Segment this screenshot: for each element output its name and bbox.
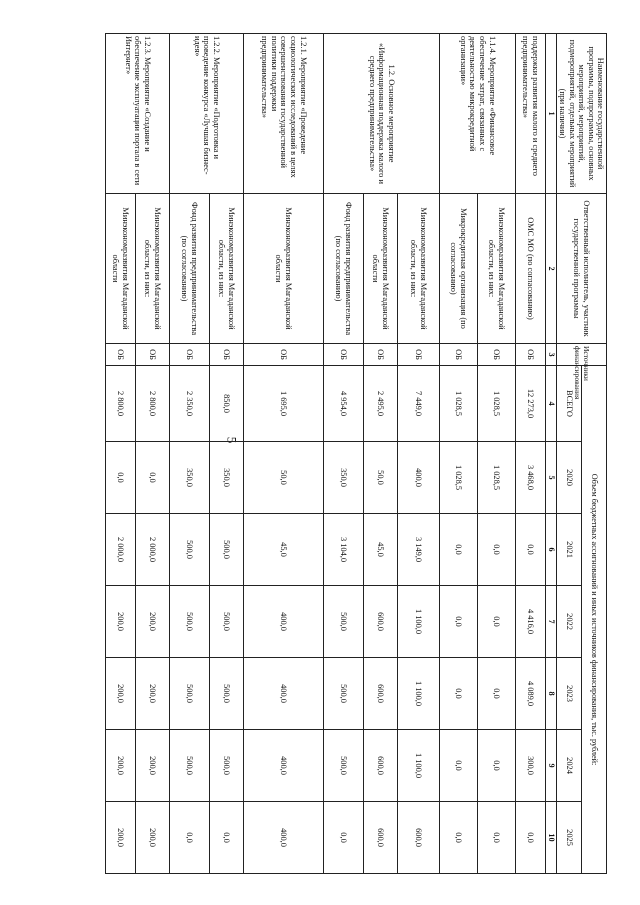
row-value: 45,0 bbox=[363, 514, 397, 586]
row-value: 600,0 bbox=[363, 730, 397, 802]
col-number: 2 bbox=[545, 194, 556, 344]
row-value: 500,0 bbox=[169, 514, 209, 586]
col-number: 6 bbox=[545, 514, 556, 586]
row-value: 500,0 bbox=[209, 658, 243, 730]
row-value: 50,0 bbox=[363, 442, 397, 514]
row-value: 200,0 bbox=[105, 658, 135, 730]
row-value: 400,0 bbox=[243, 586, 323, 658]
row-value: 1 028,5 bbox=[477, 366, 515, 442]
header-year-2022: 2022 bbox=[556, 586, 581, 658]
row-name: 1.2. Основное мероприятие «Информационная поддержка малого и среднего предпринимательства» bbox=[323, 34, 439, 194]
table-row bbox=[209, 34, 243, 874]
header-year-2025: 2025 bbox=[556, 802, 581, 874]
row-source: ОБ bbox=[105, 344, 135, 366]
row-value: 0,0 bbox=[477, 802, 515, 874]
row-value: 600,0 bbox=[363, 802, 397, 874]
row-value: 0,0 bbox=[105, 442, 135, 514]
header-year-2023: 2023 bbox=[556, 658, 581, 730]
row-source: ОБ bbox=[209, 344, 243, 366]
row-value: 12 273,0 bbox=[515, 366, 545, 442]
row-value: 0,0 bbox=[323, 802, 363, 874]
row-value: 350,0 bbox=[209, 442, 243, 514]
table-row bbox=[397, 34, 439, 874]
row-value: 2 000,0 bbox=[105, 514, 135, 586]
row-value: 0,0 bbox=[209, 802, 243, 874]
row-value: 850,0 bbox=[209, 366, 243, 442]
row-value: 400,0 bbox=[243, 802, 323, 874]
row-responsible: Минэкономразвития Магаданской области bbox=[363, 194, 397, 344]
row-value: 2 350,0 bbox=[169, 366, 209, 442]
row-value: 1 695,0 bbox=[243, 366, 323, 442]
header-year-2021: 2021 bbox=[556, 514, 581, 586]
row-value: 0,0 bbox=[515, 802, 545, 874]
col-number: 10 bbox=[545, 802, 556, 874]
row-value: 400,0 bbox=[243, 658, 323, 730]
row-value: 500,0 bbox=[169, 658, 209, 730]
row-value: 2 800,0 bbox=[105, 366, 135, 442]
row-value: 4 416,0 bbox=[515, 586, 545, 658]
row-value: 0,0 bbox=[477, 586, 515, 658]
row-source: ОБ bbox=[243, 344, 323, 366]
row-responsible: Минэкономразвития Магаданской области bbox=[243, 194, 323, 344]
header-year-2020: 2020 bbox=[556, 442, 581, 514]
header-responsible: Ответственный исполнитель, участник государственной программы bbox=[556, 194, 606, 344]
row-value: 4 954,0 bbox=[323, 366, 363, 442]
row-value: 200,0 bbox=[135, 802, 169, 874]
row-value: 0,0 bbox=[439, 586, 477, 658]
header-year-2024: 2024 bbox=[556, 730, 581, 802]
col-number: 7 bbox=[545, 586, 556, 658]
row-value: 0,0 bbox=[439, 514, 477, 586]
row-value: 400,0 bbox=[243, 730, 323, 802]
row-responsible: Фонд развития предпринимательства (по согласованию) bbox=[169, 194, 209, 344]
row-value: 1 028,5 bbox=[439, 442, 477, 514]
row-responsible: Минэкономразвития Магаданской области, из них: bbox=[397, 194, 439, 344]
row-value: 500,0 bbox=[209, 586, 243, 658]
header-funding-group: Объем бюджетных ассигнований и иных источников финансирования, тыс. рублей: bbox=[582, 366, 607, 874]
row-value: 200,0 bbox=[105, 586, 135, 658]
col-number: 5 bbox=[545, 442, 556, 514]
row-value: 1 028,5 bbox=[477, 442, 515, 514]
table-row bbox=[515, 34, 545, 874]
row-value: 500,0 bbox=[323, 730, 363, 802]
row-value: 0,0 bbox=[515, 514, 545, 586]
row-value: 4 089,0 bbox=[515, 658, 545, 730]
row-responsible: Минэкономразвития Магаданской области, из них: bbox=[135, 194, 169, 344]
row-source: ОБ bbox=[397, 344, 439, 366]
row-value: 0,0 bbox=[439, 658, 477, 730]
row-value: 0,0 bbox=[477, 658, 515, 730]
row-value: 3 468,0 bbox=[515, 442, 545, 514]
funding-table bbox=[105, 33, 607, 874]
page-number: 5 bbox=[224, 436, 240, 444]
row-value: 50,0 bbox=[243, 442, 323, 514]
row-responsible: Минэкономразвития Магаданской области, из них: bbox=[209, 194, 243, 344]
row-value: 400,0 bbox=[397, 442, 439, 514]
row-responsible: ОМС МО (по согласованию) bbox=[515, 194, 545, 344]
row-value: 500,0 bbox=[323, 586, 363, 658]
row-source: ОБ bbox=[323, 344, 363, 366]
row-value: 0,0 bbox=[169, 802, 209, 874]
col-number: 8 bbox=[545, 658, 556, 730]
row-value: 0,0 bbox=[135, 442, 169, 514]
row-name: 1.2.3. Мероприятие «Создание и обеспечение эксплуатации портала в сети Интернет» bbox=[105, 34, 169, 194]
row-value: 350,0 bbox=[323, 442, 363, 514]
table-row bbox=[243, 34, 323, 874]
row-source: ОБ bbox=[439, 344, 477, 366]
row-responsible: Минэкономразвития Магаданской области bbox=[105, 194, 135, 344]
table-row bbox=[477, 34, 515, 874]
row-value: 2 495,0 bbox=[363, 366, 397, 442]
header-source: Источники финансирования bbox=[556, 344, 606, 366]
row-value: 600,0 bbox=[363, 658, 397, 730]
rotated-table-container bbox=[57, 33, 607, 873]
row-responsible: Фонд развития предпринимательства (по согласованию) bbox=[323, 194, 363, 344]
row-value: 7 449,0 bbox=[397, 366, 439, 442]
row-source: ОБ bbox=[477, 344, 515, 366]
row-value: 200,0 bbox=[135, 658, 169, 730]
row-value: 3 149,0 bbox=[397, 514, 439, 586]
table-row bbox=[135, 34, 169, 874]
row-name: 1.2.1. Мероприятие «Проведение социологических исследований в целях совершенствования государственной политики поддержки предпринимательства» bbox=[243, 34, 323, 194]
col-number: 9 bbox=[545, 730, 556, 802]
row-source: ОБ bbox=[169, 344, 209, 366]
row-value: 0,0 bbox=[439, 730, 477, 802]
row-responsible: Минэкономразвития Магаданской области, из них: bbox=[477, 194, 515, 344]
row-source: ОБ bbox=[135, 344, 169, 366]
col-number: 1 bbox=[545, 34, 556, 194]
row-name: поддержки развития малого и среднего предпринимательства» bbox=[515, 34, 545, 194]
row-source: ОБ bbox=[515, 344, 545, 366]
row-value: 45,0 bbox=[243, 514, 323, 586]
row-name: 1.2.2. Мероприятие «Подготовка и проведение конкурса «Лучшая бизнес-идея» bbox=[169, 34, 243, 194]
row-name: 1.1.4. Мероприятие «Финансовое обеспечение затрат, связанных с деятельностью микрокредитной организации» bbox=[439, 34, 515, 194]
row-value: 2 800,0 bbox=[135, 366, 169, 442]
row-value: 200,0 bbox=[105, 802, 135, 874]
row-value: 500,0 bbox=[209, 514, 243, 586]
row-value: 3 104,0 bbox=[323, 514, 363, 586]
row-value: 600,0 bbox=[363, 586, 397, 658]
row-value: 200,0 bbox=[105, 730, 135, 802]
row-value: 300,0 bbox=[515, 730, 545, 802]
row-value: 0,0 bbox=[477, 730, 515, 802]
row-value: 500,0 bbox=[323, 658, 363, 730]
row-value: 500,0 bbox=[169, 730, 209, 802]
row-responsible: Микрокредитная организация (по согласованию) bbox=[439, 194, 477, 344]
row-value: 1 100,0 bbox=[397, 658, 439, 730]
row-value: 500,0 bbox=[169, 586, 209, 658]
row-value: 2 000,0 bbox=[135, 514, 169, 586]
row-source: ОБ bbox=[363, 344, 397, 366]
row-value: 1 100,0 bbox=[397, 730, 439, 802]
row-value: 0,0 bbox=[477, 514, 515, 586]
col-number: 3 bbox=[545, 344, 556, 366]
row-value: 200,0 bbox=[135, 586, 169, 658]
row-value: 1 028,5 bbox=[439, 366, 477, 442]
col-number: 4 bbox=[545, 366, 556, 442]
header-year-total: ВСЕГО bbox=[556, 366, 581, 442]
row-value: 0,0 bbox=[439, 802, 477, 874]
row-value: 350,0 bbox=[169, 442, 209, 514]
row-value: 500,0 bbox=[209, 730, 243, 802]
row-value: 200,0 bbox=[135, 730, 169, 802]
row-value: 600,0 bbox=[397, 802, 439, 874]
row-value: 1 100,0 bbox=[397, 586, 439, 658]
header-name: Наименование государственной программы, подпрограммы, основных мероприятий, мероприятий, подмероприятий, отдельных мероприятий (при наличии) bbox=[556, 34, 606, 194]
